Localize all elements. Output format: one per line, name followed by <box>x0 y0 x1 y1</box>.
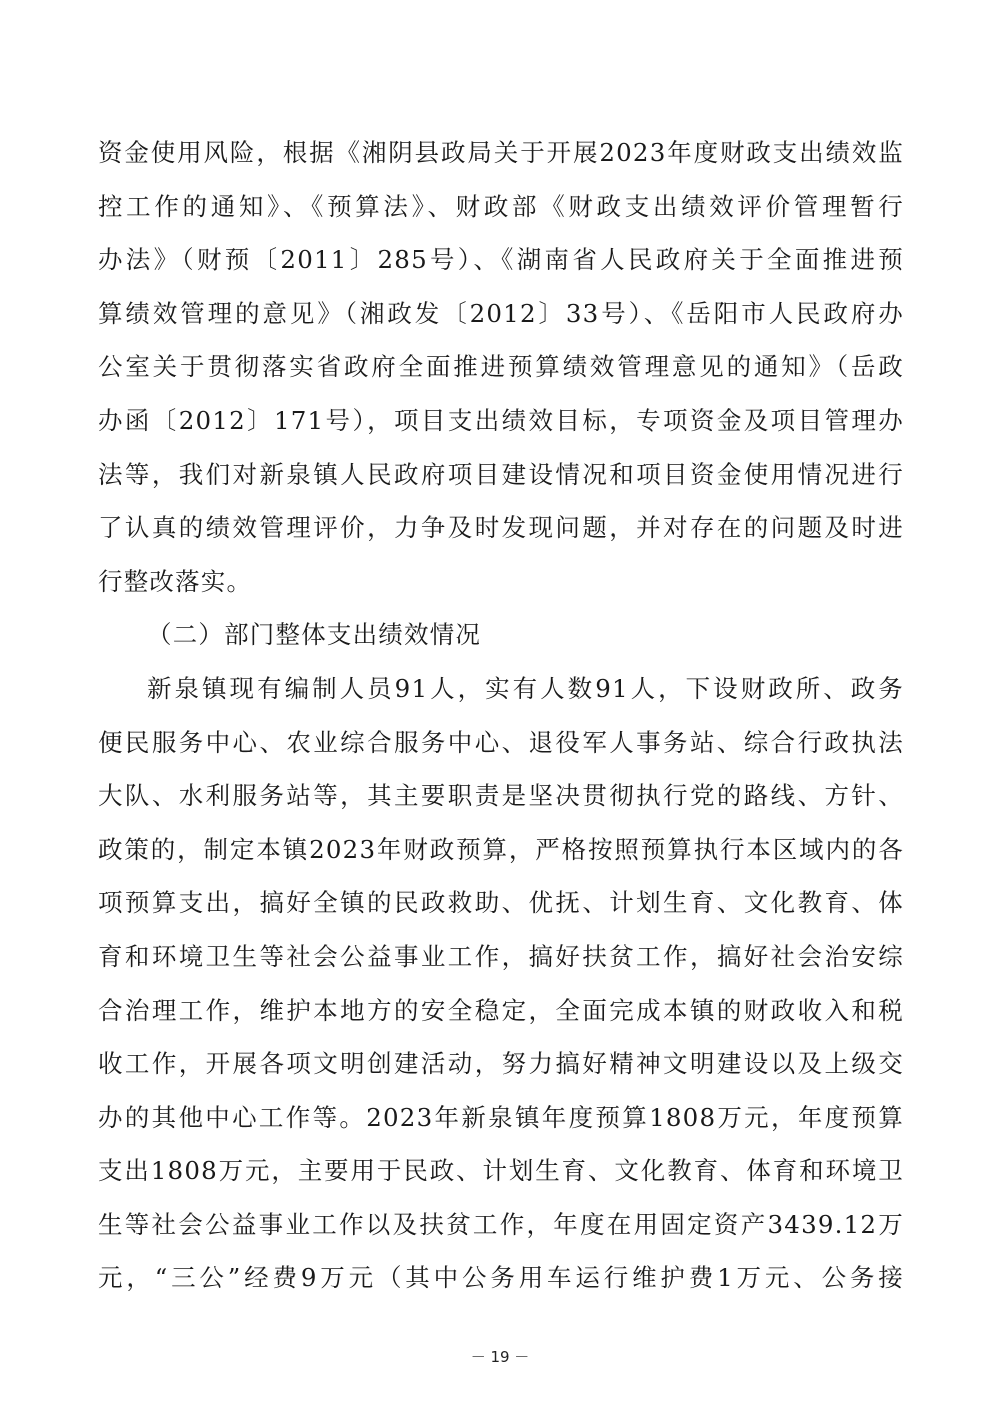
text-line: 公室关于贯彻落实省政府全面推进预算绩效管理意见的通知》（岳政 <box>98 352 904 382</box>
paragraph-department-overview <box>98 662 904 1305</box>
section-heading: （二）部门整体支出绩效情况 <box>147 620 482 650</box>
text-line: 合治理工作，维护本地方的安全稳定，全面完成本镇的财政收入和税 <box>98 995 904 1025</box>
document-body <box>98 126 904 1305</box>
text-line: 生等社会公益事业工作以及扶贫工作，年度在用固定资产3439.12万 <box>98 1209 904 1239</box>
text-line: 行整改落实。 <box>98 566 253 596</box>
text-line: 资金使用风险，根据《湘阴县政局关于开展2023年度财政支出绩效监 <box>98 138 904 167</box>
text-line: 办的其他中心工作等。2023年新泉镇年度预算1808万元，年度预算 <box>98 1102 904 1132</box>
text-line: 支出1808万元，主要用于民政、计划生育、文化教育、体育和环境卫 <box>98 1156 904 1186</box>
text-line: 元，“三公”经费9万元（其中公务用车运行维护费1万元、公务接 <box>98 1263 904 1293</box>
text-line: 育和环境卫生等社会公益事业工作，搞好扶贫工作，搞好社会治安综 <box>98 941 904 971</box>
text-line: 了认真的绩效管理评价，力争及时发现问题，并对存在的问题及时进 <box>98 513 904 543</box>
paragraph-performance-basis <box>98 126 904 608</box>
text-line: 大队、水利服务站等，其主要职责是坚决贯彻执行党的路线、方针、 <box>98 781 904 811</box>
text-line: 法等，我们对新泉镇人民政府项目建设情况和项目资金使用情况进行 <box>98 459 904 489</box>
text-line: 便民服务中心、农业综合服务中心、退役军人事务站、综合行政执法 <box>98 727 904 757</box>
text-line: 办函〔2012〕171号），项目支出绩效目标，专项资金及项目管理办 <box>98 405 904 435</box>
text-line: 新泉镇现有编制人员91人，实有人数91人，下设财政所、政务 <box>147 673 904 703</box>
text-line: 政策的，制定本镇2023年财政预算，严格按照预算执行本区域内的各 <box>98 834 904 864</box>
text-line: 算绩效管理的意见》（湘政发〔2012〕33号）、《岳阳市人民政府办 <box>98 298 904 328</box>
text-line: 项预算支出，搞好全镇的民政救助、优抚、计划生育、文化教育、体 <box>98 888 904 918</box>
page-number: － 19 － <box>470 1348 530 1366</box>
text-line: 控工作的通知》、《预算法》、财政部《财政支出绩效评价管理暂行 <box>98 191 904 221</box>
text-line: 办法》（财预〔2011〕285号）、《湖南省人民政府关于全面推进预 <box>98 245 904 275</box>
text-line: 收工作，开展各项文明创建活动，努力搞好精神文明建设以及上级交 <box>98 1049 904 1079</box>
